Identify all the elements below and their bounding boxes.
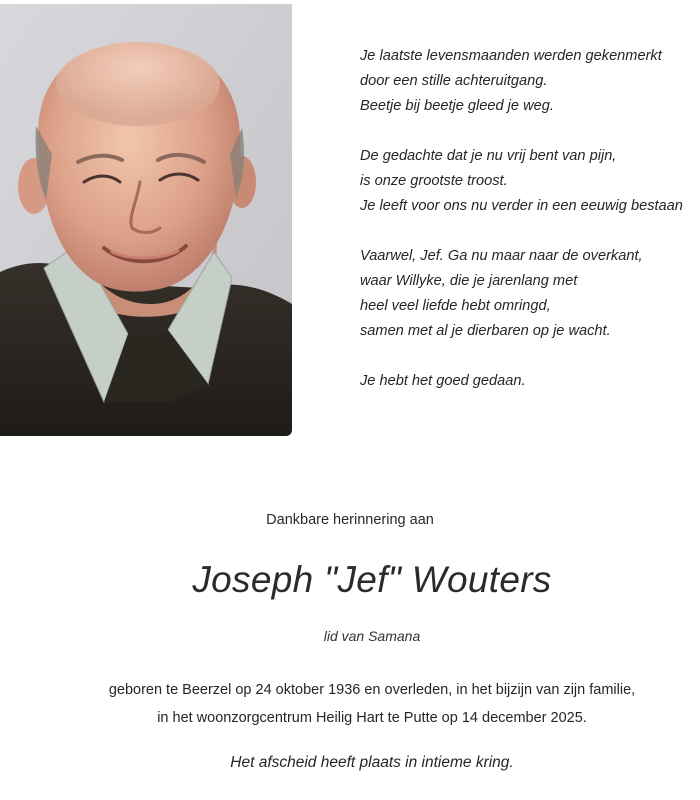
poem-stanza-2	[360, 144, 700, 219]
poem-line: is onze grootste troost.	[360, 173, 508, 189]
portrait-photo	[0, 4, 292, 436]
membership-note: lid van Samana	[323, 628, 421, 644]
bio-line: geboren te Beerzel op 24 oktober 1936 en overleden, in het bijzijn van zijn familie,	[108, 682, 636, 698]
poem-line: De gedachte dat je nu vrij bent van pijn,	[360, 148, 617, 164]
poem-line: waar Willyke, die je jarenlang met	[360, 273, 578, 289]
poem	[360, 44, 700, 419]
poem-line: samen met al je dierbaren op je wacht.	[360, 323, 611, 339]
poem-line: heel veel liefde hebt omringd,	[360, 298, 551, 314]
poem-stanza-1	[360, 44, 700, 119]
poem-line: Je leeft voor ons nu verder in een eeuwig bestaan	[360, 198, 683, 214]
farewell-note: Het afscheid heeft plaats in intieme kring.	[230, 754, 514, 771]
bio-line: in het woonzorgcentrum Heilig Hart te Putte op 14 december 2025.	[157, 710, 587, 726]
birth-death-details	[0, 676, 700, 732]
poem-line: Beetje bij beetje gleed je weg.	[360, 98, 554, 114]
poem-line: door een stille achteruitgang.	[360, 73, 548, 89]
poem-stanza-4	[360, 369, 700, 394]
poem-stanza-3	[360, 244, 700, 344]
poem-line: Vaarwel, Jef. Ga nu maar naar de overkant,	[360, 248, 643, 264]
deceased-name: Joseph "Jef" Wouters	[192, 559, 552, 600]
poem-line: Je laatste levensmaanden werden gekenmerkt	[360, 48, 662, 64]
memorial-intro: Dankbare herinnering aan	[266, 512, 434, 528]
poem-line: Je hebt het goed gedaan.	[360, 373, 526, 389]
